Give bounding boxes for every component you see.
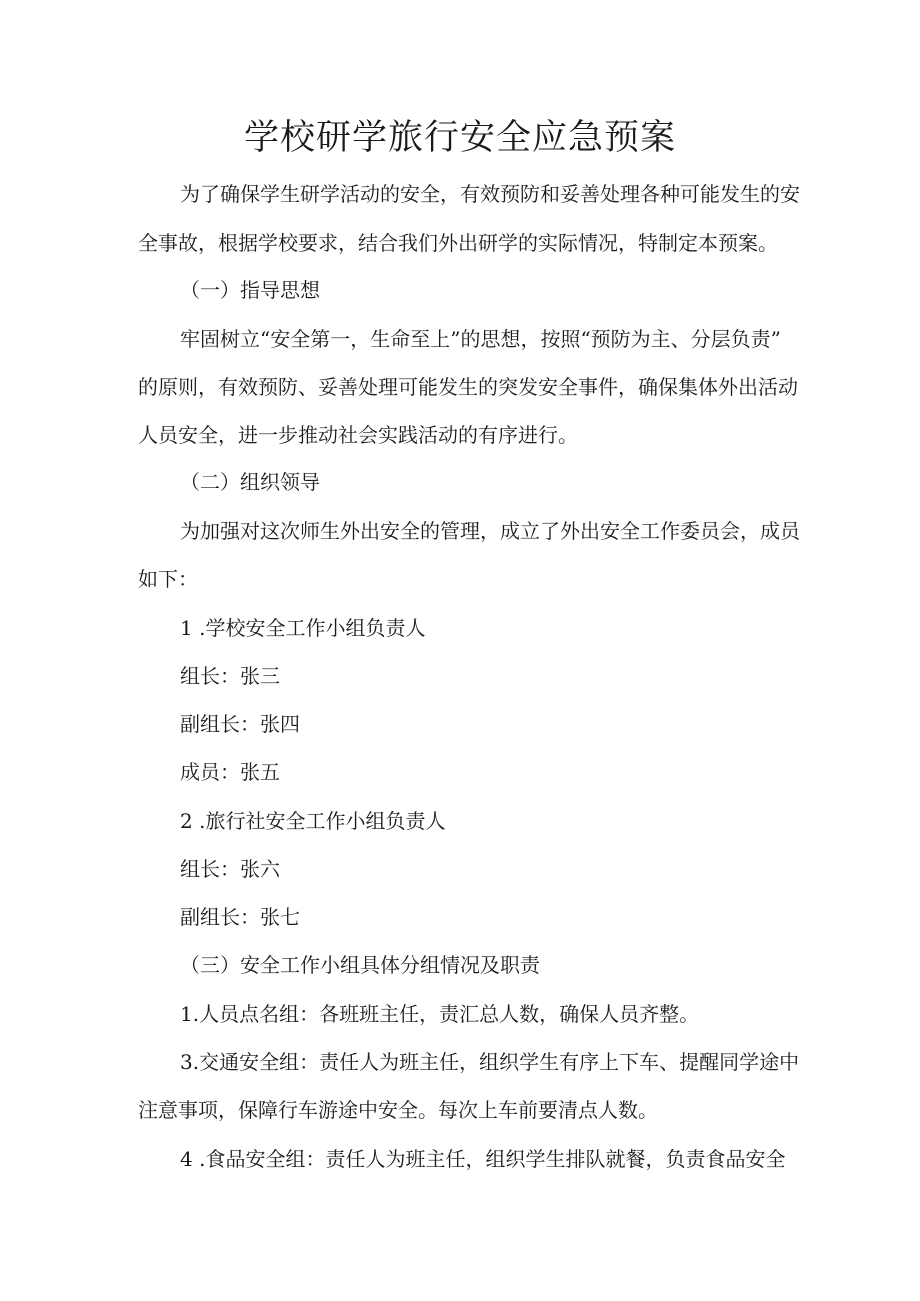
- list-item: 3.交通安全组：责任人为班主任，组织学生有序上下车、提醒同学途中: [180, 1050, 800, 1074]
- paragraph-line: 全事故，根据学校要求，结合我们外出研学的实际情况，特制定本预案。: [138, 231, 778, 255]
- paragraph-line: 为加强对这次师生外出安全的管理，成立了外出安全工作委员会，成员: [180, 519, 800, 543]
- list-item: 副组长：张四: [180, 712, 300, 736]
- paragraph-line: 如下：: [138, 567, 198, 591]
- paragraph-line: 为了确保学生研学活动的安全，有效预防和妥善处理各种可能发生的安: [180, 182, 800, 206]
- paragraph-line: 牢固树立“安全第一，生命至上”的思想，按照“预防为主、分层负责”: [180, 327, 781, 351]
- paragraph-line: 注意事项，保障行车游途中安全。每次上车前要清点人数。: [138, 1098, 658, 1122]
- document-title: 学校研学旅行安全应急预案: [243, 118, 676, 158]
- list-item: 2 .旅行社安全工作小组负责人: [180, 809, 446, 833]
- list-item: 组长：张六: [180, 857, 280, 881]
- paragraph-line: 的原则，有效预防、妥善处理可能发生的突发安全事件，确保集体外出活动: [138, 375, 798, 399]
- list-item: 组长：张三: [180, 664, 280, 688]
- list-item: 成员：张五: [180, 760, 280, 784]
- section-heading-organization: （二）组织领导: [180, 470, 320, 494]
- list-item: 1.人员点名组：各班班主任，责汇总人数，确保人员齐整。: [180, 1002, 700, 1026]
- list-item: 1 .学校安全工作小组负责人: [180, 616, 426, 640]
- list-item: 副组长：张七: [180, 905, 300, 929]
- list-item: 4 .食品安全组：责任人为班主任，组织学生排队就餐，负责食品安全: [180, 1147, 786, 1171]
- section-heading-guiding-thought: （一）指导思想: [180, 278, 320, 302]
- paragraph-line: 人员安全，进一步推动社会实践活动的有序进行。: [138, 423, 578, 447]
- section-heading-groups: （三）安全工作小组具体分组情况及职责: [180, 953, 540, 977]
